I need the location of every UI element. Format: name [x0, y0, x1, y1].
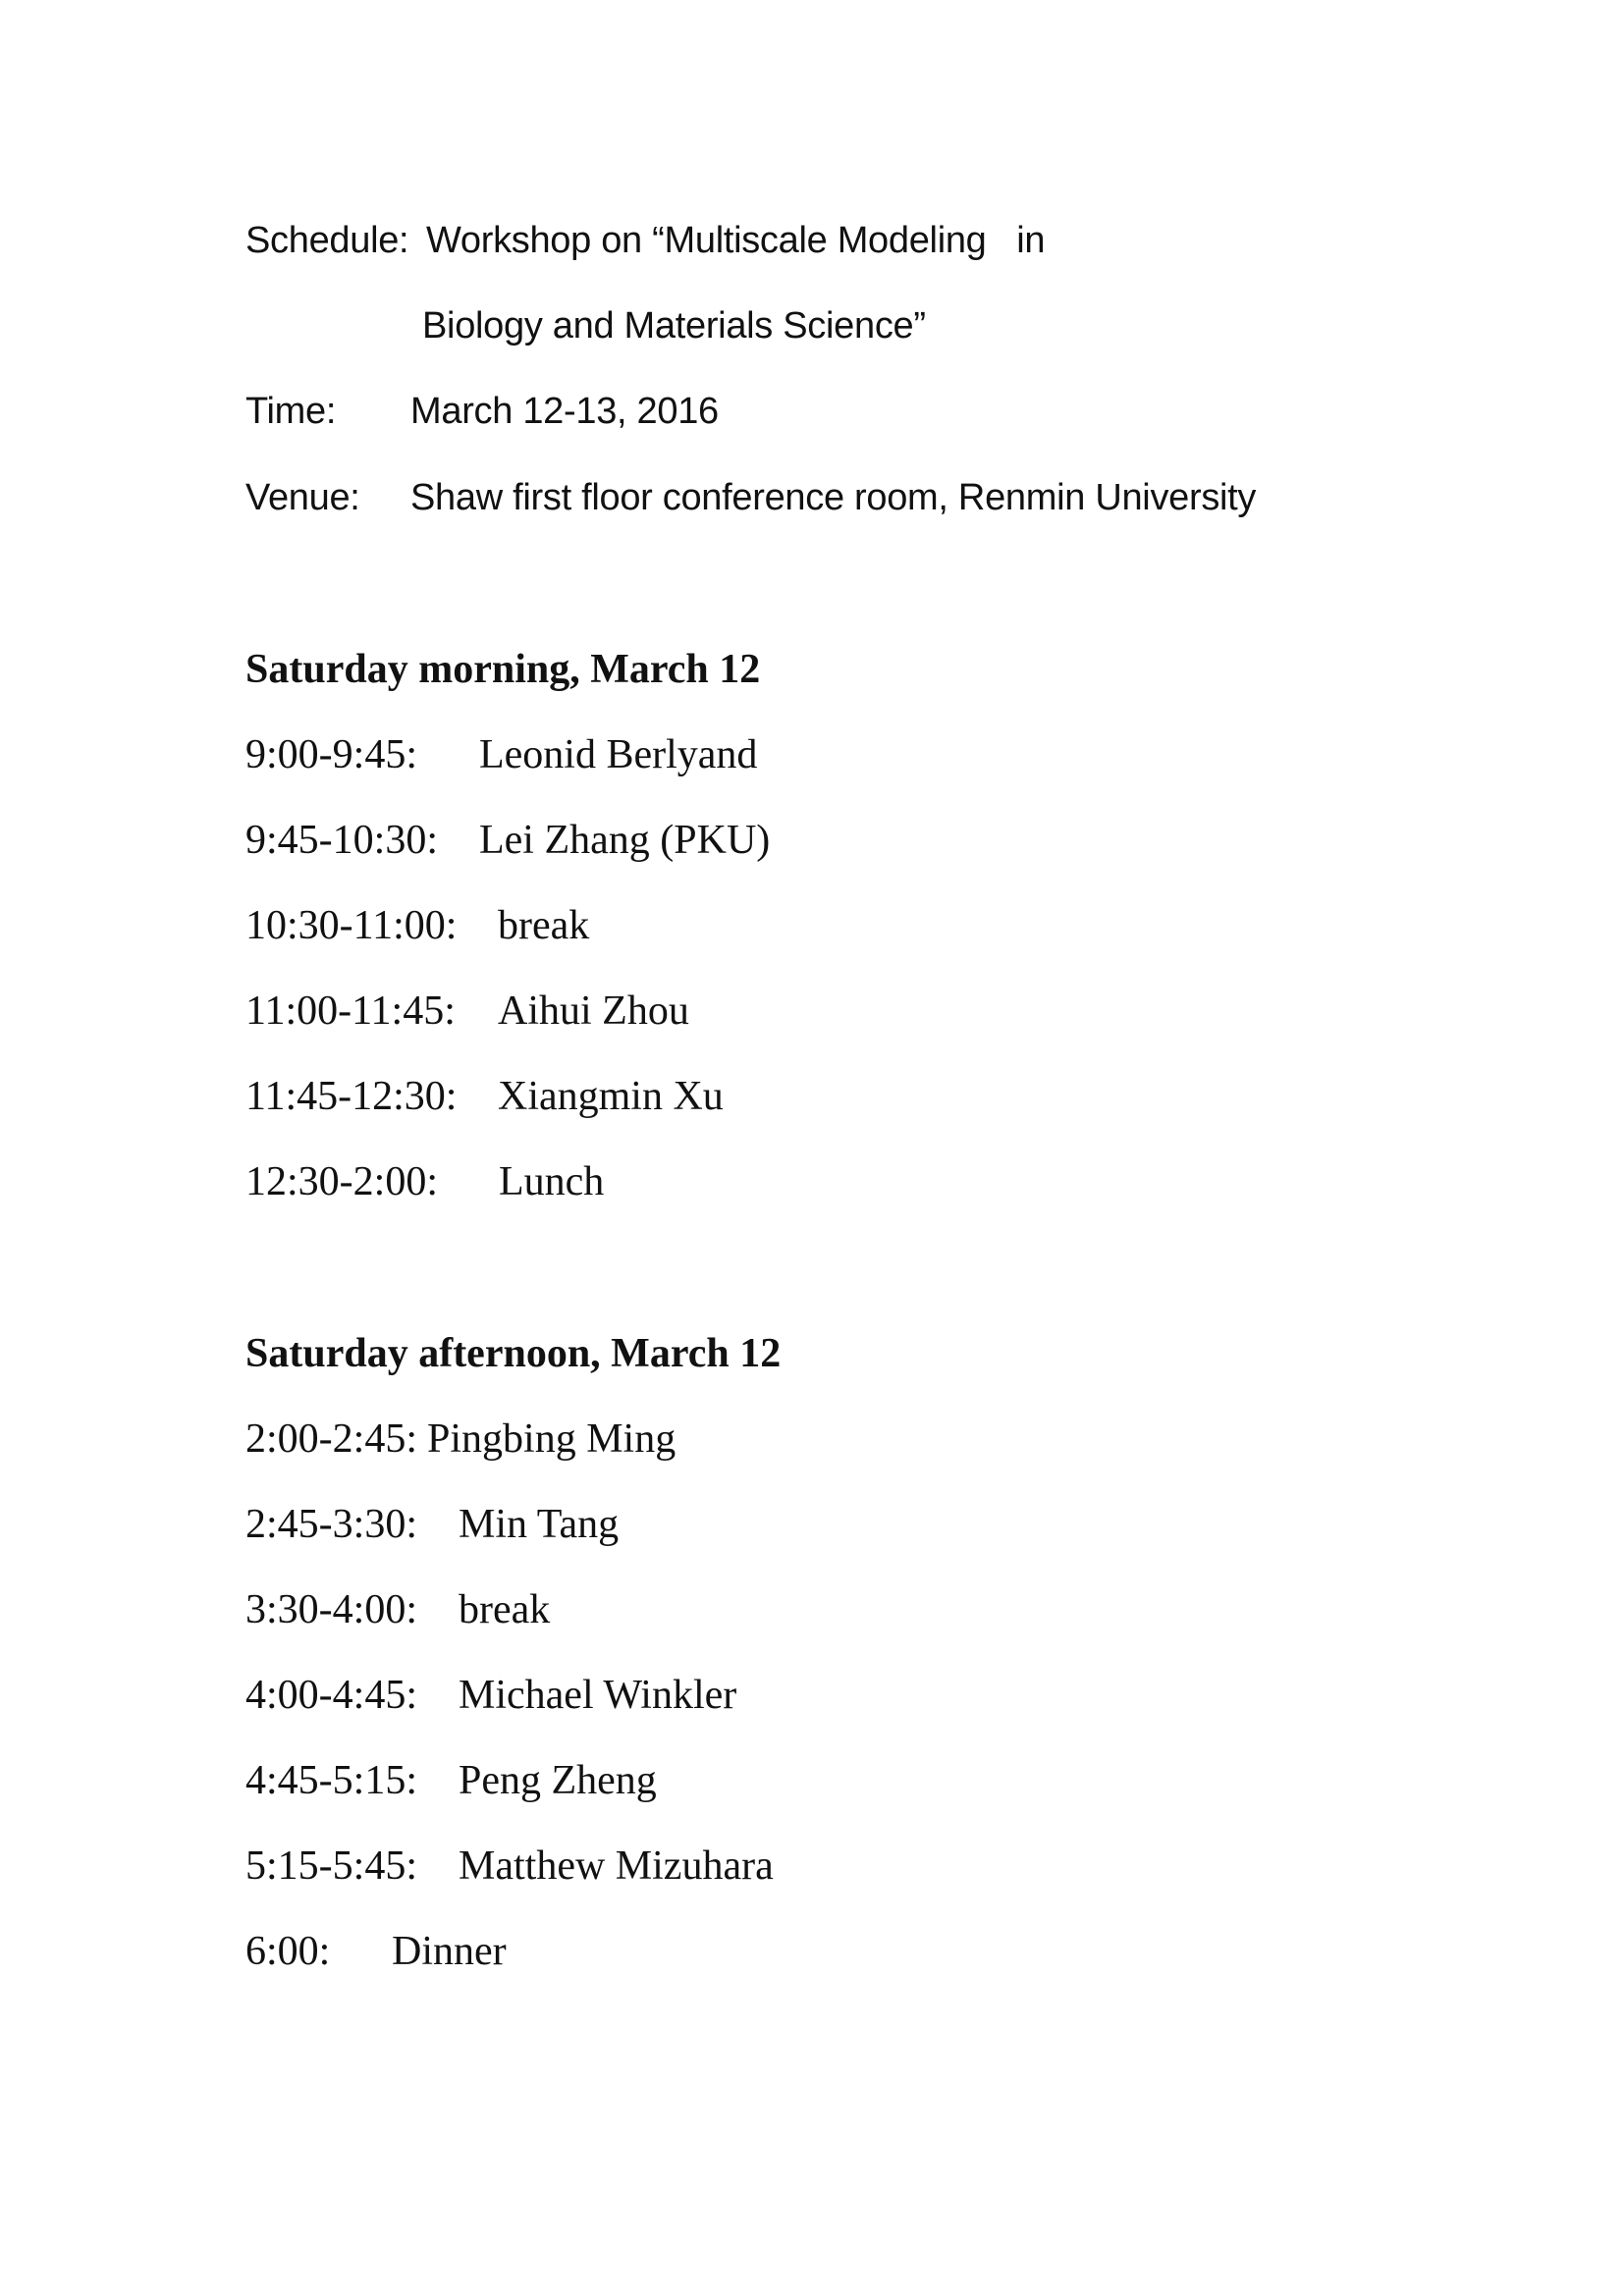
workshop-title-line1: Workshop on “Multiscale Modeling in: [426, 220, 1046, 261]
venue-value: Shaw first floor conference room, Renmin University: [410, 477, 1257, 518]
schedule-event: Lunch: [499, 1159, 605, 1204]
schedule-time: 5:15-5:45:: [245, 1843, 417, 1889]
venue-label: Venue:: [245, 477, 360, 518]
schedule-event: Matthew Mizuhara: [459, 1843, 774, 1889]
schedule-event: Min Tang: [459, 1502, 620, 1547]
schedule-event: Leonid Berlyand: [479, 732, 758, 777]
schedule-time: 2:00-2:45:: [245, 1416, 417, 1462]
schedule-time: 2:45-3:30:: [245, 1502, 417, 1547]
schedule-time: 6:00:: [245, 1929, 331, 1974]
schedule-time: 10:30-11:00:: [245, 903, 458, 948]
schedule-time: 11:00-11:45:: [245, 988, 456, 1034]
schedule-event: Dinner: [392, 1929, 507, 1974]
schedule-time: 4:00-4:45:: [245, 1673, 417, 1718]
session-heading-morning: Saturday morning, March 12: [245, 647, 761, 692]
schedule-event: Aihui Zhou: [498, 988, 689, 1034]
schedule-time: 3:30-4:00:: [245, 1587, 417, 1632]
schedule-time: 4:45-5:15:: [245, 1758, 417, 1803]
schedule-event: break: [498, 903, 590, 948]
schedule-event: Michael Winkler: [459, 1673, 737, 1718]
schedule-time: 9:45-10:30:: [245, 818, 438, 863]
session-heading-afternoon: Saturday afternoon, March 12: [245, 1331, 782, 1376]
schedule-label: Schedule:: [245, 220, 409, 261]
schedule-event: break: [459, 1587, 551, 1632]
schedule-time: 12:30-2:00:: [245, 1159, 438, 1204]
schedule-event: Pingbing Ming: [427, 1416, 677, 1462]
schedule-time: 11:45-12:30:: [245, 1074, 458, 1119]
workshop-title-line2: Biology and Materials Science”: [422, 305, 926, 347]
schedule-time: 9:00-9:45:: [245, 732, 417, 777]
time-value: March 12-13, 2016: [410, 391, 719, 432]
time-label: Time:: [245, 391, 337, 432]
schedule-event: Xiangmin Xu: [498, 1074, 724, 1119]
schedule-event: Peng Zheng: [459, 1758, 657, 1803]
schedule-event: Lei Zhang (PKU): [479, 818, 771, 863]
